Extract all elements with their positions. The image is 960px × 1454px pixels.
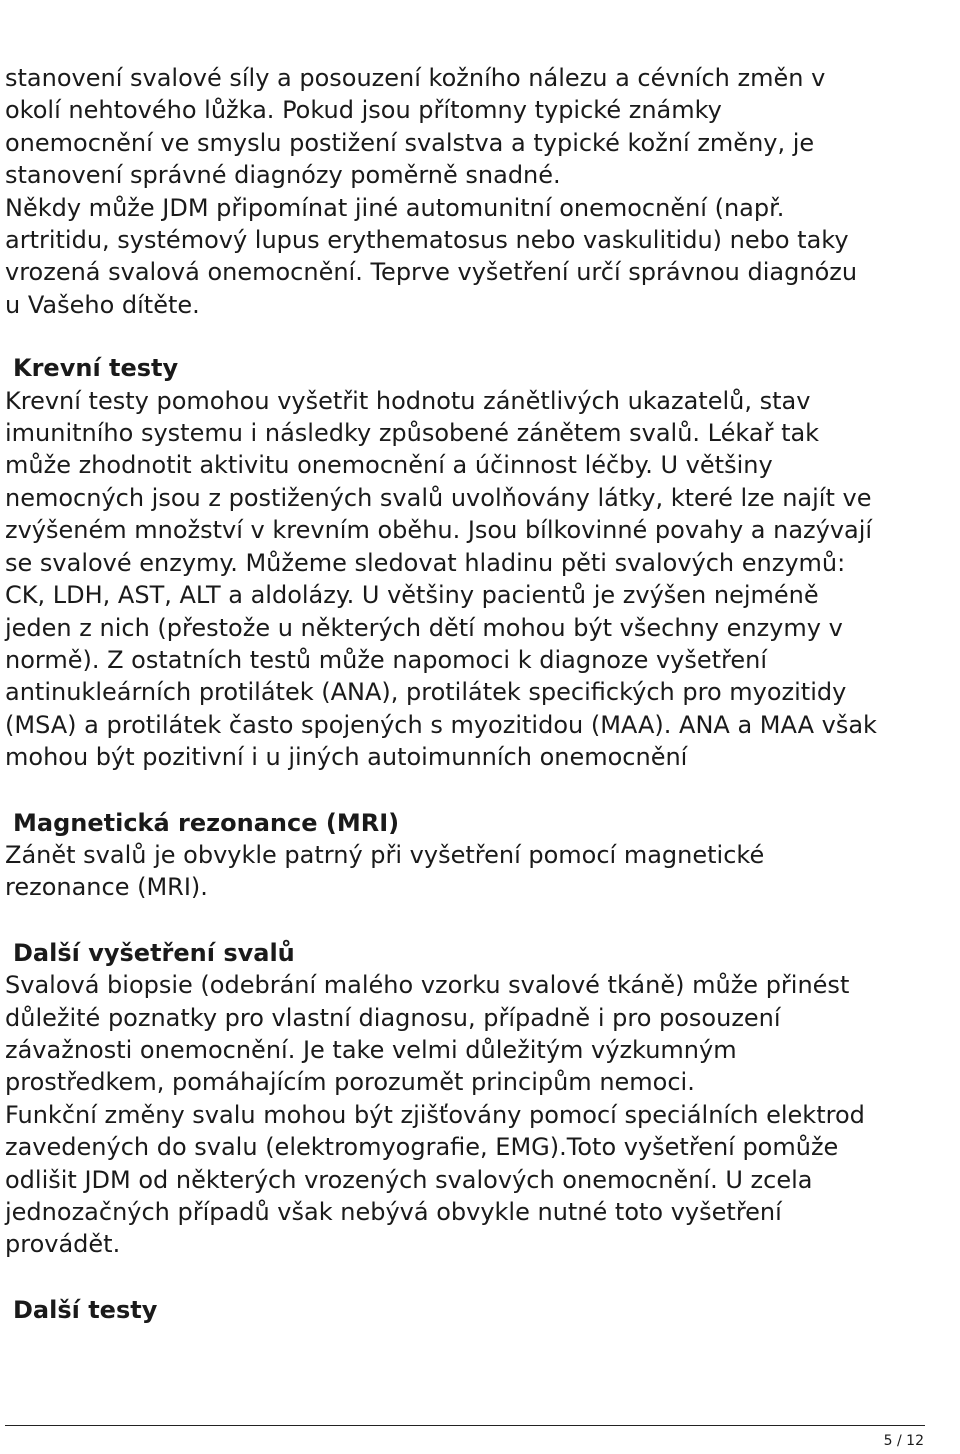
text-line: Funkční změny svalu mohou být zjišťovány pomocí speciálních elektrod (5, 1100, 865, 1129)
text-line: antinukleárních protilátek (ANA), protilátek specifických pro myozitidy (5, 678, 847, 707)
footer-rule (5, 1425, 925, 1426)
heading-krevni-testy: Krevní testy (13, 354, 179, 383)
text-line: zvýšeném množství v krevním oběhu. Jsou bílkovinné povahy a nazývají (5, 516, 873, 545)
document-page (5, 62, 955, 1326)
text-line: Krevní testy pomohou vyšetřit hodnotu zánětlivých ukazatelů, stav (5, 386, 811, 415)
text-line: CK, LDH, AST, ALT a aldolázy. U většiny pacientů je zvýšen nejméně (5, 581, 819, 610)
text-line: okolí nehtového lůžka. Pokud jsou přítomny typické známky (5, 96, 722, 125)
text-line: důležité poznatky pro vlastní diagnosu, případně i pro posouzení (5, 1003, 781, 1032)
text-line: Zánět svalů je obvykle patrný při vyšetření pomocí magnetické (5, 840, 765, 869)
blood-tests-paragraph (5, 385, 955, 774)
text-line: provádět. (5, 1230, 121, 1259)
text-line: (MSA) a protilátek často spojených s myozitidou (MAA). ANA a MAA však (5, 710, 877, 739)
text-line: může zhodnotit aktivitu onemocnění a účinnost léčby. U většiny (5, 451, 773, 480)
text-line: artritidu, systémový lupus erythematosus nebo vaskulitidu) nebo taky (5, 226, 849, 255)
intro-paragraph (5, 62, 955, 321)
text-line: zavedených do svalu (elektromyografie, EMG).Toto vyšetření pomůže (5, 1133, 839, 1162)
text-line: imunitního systemu i následky způsobené zánětem svalů. Lékař tak (5, 419, 820, 448)
heading-dalsi-testy: Další testy (13, 1295, 158, 1324)
text-line: jeden z nich (přestože u některých dětí mohou být všechny enzymy v (5, 613, 843, 642)
text-line: prostředkem, pomáhajícím porozumět principům nemoci. (5, 1068, 695, 1097)
page-number: 5 / 12 (883, 1433, 924, 1449)
muscle-exam-paragraph (5, 969, 955, 1261)
text-line: odlišit JDM od některých vrozených svalových onemocnění. U zcela (5, 1165, 813, 1194)
text-line: Někdy může JDM připomínat jiné automunitní onemocnění (např. (5, 193, 785, 222)
text-line: stanovení svalové síly a posouzení kožního nálezu a cévních změn v (5, 64, 826, 92)
heading-mri: Magnetická rezonance (MRI) (13, 808, 400, 837)
text-line: Svalová biopsie (odebrání malého vzorku svalové tkáně) může přinést (5, 971, 850, 1000)
text-line: se svalové enzymy. Můžeme sledovat hladinu pěti svalových enzymů: (5, 548, 846, 577)
text-line: stanovení správné diagnózy poměrně snadné. (5, 161, 561, 190)
text-line: mohou být pozitivní i u jiných autoimunních onemocnění (5, 743, 688, 772)
text-line: u Vašeho dítěte. (5, 290, 200, 319)
text-line: onemocnění ve smyslu postižení svalstva a typické kožní změny, je (5, 128, 815, 157)
text-line: nemocných jsou z postižených svalů uvolňovány látky, které lze najít ve (5, 483, 872, 512)
text-line: rezonance (MRI). (5, 873, 208, 902)
text-line: závažnosti onemocnění. Je take velmi důležitým výzkumným (5, 1035, 737, 1064)
text-line: jednozačných případů však nebývá obvykle nutné toto vyšetření (5, 1198, 782, 1226)
heading-dalsi-vysetreni: Další vyšetření svalů (13, 938, 295, 967)
text-line: vrozená svalová onemocnění. Teprve vyšetření určí správnou diagnózu (5, 258, 858, 287)
text-line: normě). Z ostatních testů může napomoci k diagnoze vyšetření (5, 645, 768, 674)
mri-paragraph (5, 839, 955, 904)
